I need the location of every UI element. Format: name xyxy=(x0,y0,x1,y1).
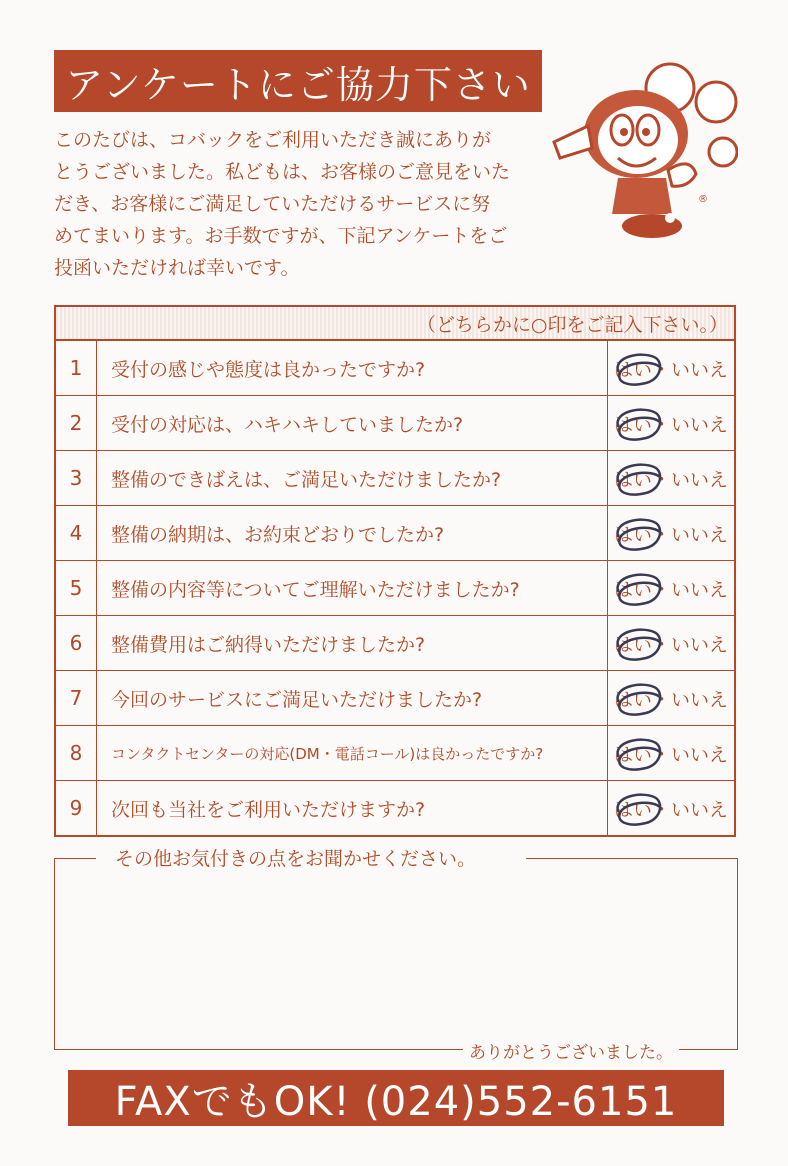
survey-row xyxy=(56,670,734,725)
question-number: 6 xyxy=(56,616,97,670)
answer-label: はい・いいえ xyxy=(613,798,728,821)
answer-label: はい・いいえ xyxy=(613,358,728,381)
survey-row xyxy=(56,341,734,395)
page-title: アンケートにご協力下さい xyxy=(65,62,531,107)
question-text: 整備のできばえは、ご満足いただけましたか? xyxy=(97,451,608,505)
comments-box[interactable] xyxy=(54,848,738,1063)
comments-border-left xyxy=(54,858,96,859)
answer-label: はい・いいえ xyxy=(613,688,728,711)
question-number: 5 xyxy=(56,561,97,615)
intro-line: とうございました。私どもは、お客様のご意見をいた xyxy=(54,161,511,183)
survey-instruction-text: （どちらかに○印をご記入下さい。） xyxy=(416,313,728,336)
answer-choice[interactable] xyxy=(608,451,734,505)
answer-choice[interactable] xyxy=(608,726,734,780)
answer-choice[interactable] xyxy=(608,396,734,450)
comments-thanks: ありがとうございました。 xyxy=(463,1038,679,1063)
question-text: 整備費用はご納得いただけましたか? xyxy=(97,616,608,670)
question-text: 受付の対応は、ハキハキしていましたか? xyxy=(97,396,608,450)
answer-choice[interactable] xyxy=(608,341,734,395)
survey-row xyxy=(56,725,734,780)
question-text: 受付の感じや態度は良かったですか? xyxy=(97,341,608,395)
question-text: 整備の内容等についてご理解いただけましたか? xyxy=(97,561,608,615)
answer-choice[interactable] xyxy=(608,561,734,615)
question-number: 3 xyxy=(56,451,97,505)
question-number: 9 xyxy=(56,781,97,835)
survey-instruction xyxy=(56,307,734,341)
registered-mark: ® xyxy=(698,194,708,205)
question-text: コンタクトセンターの対応(DM・電話コール)は良かったですか? xyxy=(97,726,608,780)
answer-choice[interactable] xyxy=(608,506,734,560)
intro-line: めてまいります。お手数ですが、下記アンケートをご xyxy=(54,225,508,247)
answer-label: はい・いいえ xyxy=(613,743,728,766)
question-text: 次回も当社をご利用いただけますか? xyxy=(97,781,608,835)
question-number: 8 xyxy=(56,726,97,780)
question-number: 2 xyxy=(56,396,97,450)
survey-row xyxy=(56,505,734,560)
answer-label: はい・いいえ xyxy=(613,413,728,436)
answer-label: はい・いいえ xyxy=(613,633,728,656)
answer-label: はい・いいえ xyxy=(613,578,728,601)
intro-line: だき、お客様にご満足していただけるサービスに努 xyxy=(54,193,491,215)
survey-row xyxy=(56,450,734,505)
survey-row xyxy=(56,780,734,835)
answer-choice[interactable] xyxy=(608,781,734,835)
survey-row xyxy=(56,395,734,450)
intro-line: 投函いただければ幸いです。 xyxy=(54,257,300,279)
question-text: 整備の納期は、お約束どおりでしたか? xyxy=(97,506,608,560)
answer-label: はい・いいえ xyxy=(613,523,728,546)
answer-label: はい・いいえ xyxy=(613,468,728,491)
comments-border-right xyxy=(526,858,738,859)
question-text: 今回のサービスにご満足いただけましたか? xyxy=(97,671,608,725)
fax-banner xyxy=(68,1070,724,1126)
survey-row xyxy=(56,615,734,670)
intro-line: このたびは、コバックをご利用いただき誠にありが xyxy=(54,129,492,151)
answer-choice[interactable] xyxy=(608,671,734,725)
intro-text xyxy=(54,124,554,284)
answer-choice[interactable] xyxy=(608,616,734,670)
comments-title: その他お気付きの点をお聞かせください。 xyxy=(111,844,480,871)
fax-number: FAXでもOK! (024)552-6151 xyxy=(114,1078,678,1125)
question-number: 1 xyxy=(56,341,97,395)
survey-table xyxy=(54,305,736,837)
question-number: 7 xyxy=(56,671,97,725)
survey-row xyxy=(56,560,734,615)
mascot-character-icon xyxy=(548,62,738,242)
question-number: 4 xyxy=(56,506,97,560)
title-banner xyxy=(54,50,542,112)
